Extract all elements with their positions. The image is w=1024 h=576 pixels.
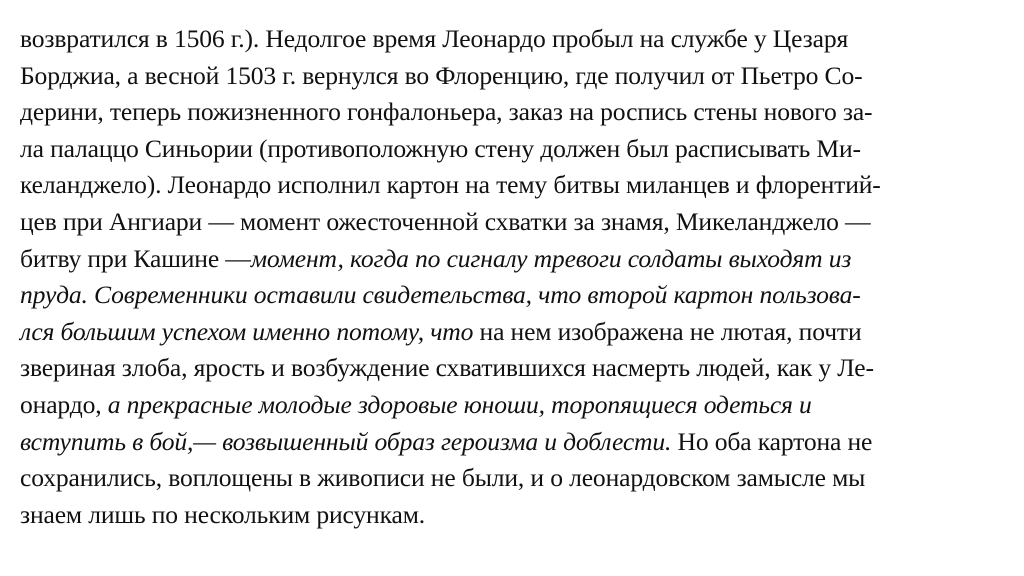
italic-text-segment: а прекрасные молодые здоровые юноши, торопящиеся одеться и [107,389,812,419]
text-line [20,58,1024,95]
text-segment: дерини, теперь пожизненного гонфалоньера, заказ на роспись стены нового за- [20,97,873,127]
text-line [20,241,1024,278]
text-segment: битву при Кашине — [20,243,251,273]
text-segment: возвратился в 1506 г.). Недолгое время Леонардо пробыл на службе у Цезаря [20,24,849,53]
text-segment: Но оба картона не [671,426,873,456]
text-line [20,167,1024,204]
text-segment: сохранились, воплощены в живописи не были, и о леонардовском замысле мы [20,463,866,493]
text-line [20,131,1024,168]
body-text [20,21,1024,533]
text-line [20,497,1024,534]
text-line [20,21,1024,58]
text-segment: знаем лишь по нескольким рисункам. [20,499,425,529]
text-segment: онардо, [20,389,108,419]
text-line [20,424,1024,461]
text-segment: ла палаццо Синьории (противоположную стену должен был расписывать Ми- [20,133,861,163]
text-segment: келанджело). Леонардо исполнил картон на тему битвы миланцев и флорентий- [20,170,881,200]
text-segment: звериная злоба, ярость и возбуждение схватившихся насмерть людей, как у Ле- [20,353,874,383]
italic-text-segment: лся большим успехом именно потому, что [20,316,474,346]
text-segment: цев при Ангиари — момент ожесточенной схватки за знамя, Микеланджело — [20,206,871,236]
text-line [20,94,1024,131]
text-line [20,460,1024,497]
italic-text-segment: пруда. Современники оставили свидетельства, что второй картон пользова- [20,280,861,310]
text-segment: Борджиа, а весной 1503 г. вернулся во Флоренцию, где получил от Пьетро Со- [20,60,863,90]
italic-text-segment: момент, когда по сигналу тревоги солдаты выходят из [250,243,852,273]
text-line [20,277,1024,314]
text-line [20,387,1024,424]
italic-text-segment: вступить в бой,— возвышенный образ героизма и доблести. [20,426,672,456]
text-line [20,350,1024,387]
text-segment: на нем изображена не лютая, почти [473,316,862,346]
text-line [20,204,1024,241]
text-line [20,314,1024,351]
